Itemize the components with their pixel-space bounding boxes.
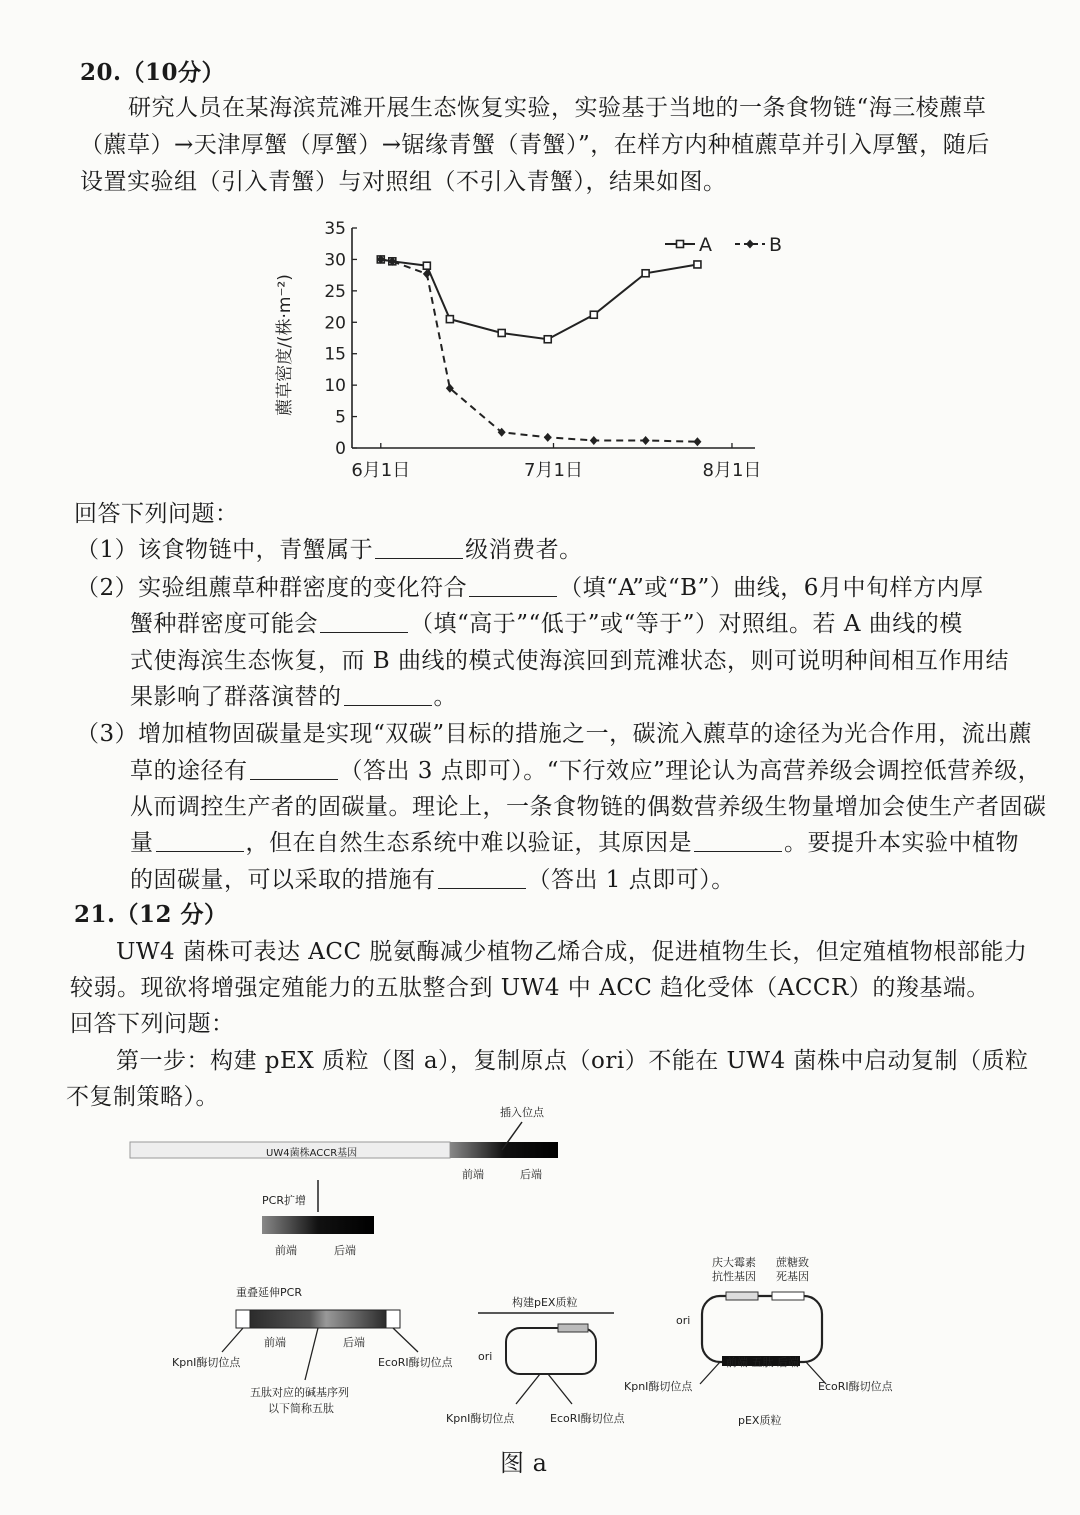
figure-a-caption: 图 a (500, 1449, 548, 1477)
pex-ori-label: ori (676, 1314, 691, 1327)
chart-y-tick-label: 10 (324, 376, 346, 397)
gene-label: UW4菌株ACCR基因 (266, 1148, 358, 1159)
ecor-pointer (393, 1328, 418, 1352)
legend-marker-B (746, 240, 754, 249)
chart-point-A (446, 316, 453, 323)
answer-blank[interactable] (375, 536, 463, 559)
gene-end-segment (450, 1142, 558, 1158)
answer-blank[interactable] (250, 757, 338, 780)
q20-sub2-line-2 (130, 609, 963, 639)
pentapeptide-pointer (305, 1328, 318, 1380)
q20-sub3-text: （答出 3 点即可）。“下行效应”理论认为高营养级会调控低营养级， (339, 758, 1042, 784)
answer-blank[interactable] (320, 610, 408, 633)
pcr-upstream-label: 前端 (275, 1244, 297, 1257)
chart-y-axis-label: 藨草密度/(株·m⁻²) (275, 274, 295, 416)
chart-point-A (642, 270, 649, 277)
plasmid-kpn-label: KpnⅠ酶切位点 (446, 1412, 515, 1425)
q20-sub2-text: 果影响了群落演替的 (130, 684, 342, 710)
ecor-end (386, 1310, 400, 1328)
gentamicin-label-2: 抗性基因 (712, 1270, 756, 1283)
q20-sub2-line-4 (130, 682, 457, 712)
gentamicin-label-1: 庆大霉素 (712, 1256, 756, 1269)
q20-sub3-text: 的固碳量，可以采取的措施有 (130, 867, 436, 893)
plasmid-ecor-pointer (548, 1374, 572, 1404)
answer-blank[interactable] (438, 866, 526, 889)
kpn-end (236, 1310, 250, 1328)
build-plasmid-label: 构建pEX质粒 (512, 1296, 578, 1309)
q20-sub3-line-1: （3）增加植物固碳量是实现“双碳”目标的措施之一，碳流入藨草的途径为光合作用，流出藨 (76, 721, 1033, 747)
pex-insert-label: 前端 五肽 后端 (726, 1356, 799, 1369)
pex-kpn-label: KpnⅠ酶切位点 (624, 1380, 693, 1393)
pex-plasmid-name: pEX质粒 (738, 1414, 782, 1427)
q20-sub2-line-3: 式使海滨生态恢复，而 B 曲线的模式使海滨回到荒滩状态，则可说明种间相互作用结 (130, 648, 1010, 674)
legend-label-A: A (699, 234, 712, 256)
q20-intro-line-1: 研究人员在某海滨荒滩开展生态恢复实验，实验基于当地的一条食物链“海三棱藨草 (128, 95, 987, 121)
insertion-site-label: 插入位点 (500, 1106, 544, 1119)
chart-y-tick-label: 30 (324, 250, 346, 271)
plasmid-ecor-label: EcoRⅠ酶切位点 (550, 1412, 625, 1425)
q21-intro-line-2: 较弱。现欲将增强定殖能力的五肽整合到 UW4 中 ACC 趋化受体（ACCR）的羧基端。 (70, 975, 990, 1001)
q20-sub3-text: （答出 1 点即可）。 (527, 867, 735, 893)
chart-point-B (544, 433, 552, 442)
legend-label-B: B (769, 234, 783, 256)
q20-sub3-line-5 (130, 865, 735, 895)
chart-y-tick-label: 20 (324, 313, 346, 334)
answer-blank[interactable] (344, 683, 432, 706)
sucrose-gene (772, 1292, 804, 1300)
original-ori-label: ori (478, 1350, 493, 1363)
pex-ecor-label: EcoRⅠ酶切位点 (818, 1380, 893, 1393)
downstream-label: 后端 (520, 1168, 542, 1181)
chart-y-tick-label: 0 (335, 439, 346, 459)
density-line-chart (260, 210, 820, 500)
q20-number: 20.（10分） (80, 59, 226, 86)
sucrose-label-1: 蔗糖致 (776, 1256, 809, 1269)
q20-sub3-line-2 (130, 756, 1041, 786)
q20-sub3-line-4 (130, 828, 1019, 858)
pex-kpn-pointer (700, 1362, 720, 1384)
overlap-downstream-label: 后端 (343, 1336, 365, 1349)
overlap-upstream-label: 前端 (264, 1336, 286, 1349)
upstream-label: 前端 (462, 1168, 484, 1181)
q20-sub3-text: 。要提升本实验中植物 (784, 830, 1019, 856)
answer-blank[interactable] (694, 829, 782, 852)
q20-sub2-text: 蟹种群密度可能会 (130, 611, 318, 637)
chart-point-A (694, 261, 701, 268)
chart-point-B (642, 436, 650, 445)
q20-sub1 (76, 535, 583, 565)
chart-point-A (498, 329, 505, 336)
q20-sub3-line-3: 从而调控生产者的固碳量。理论上，一条食物链的偶数营养级生物量增加会使生产者固碳 (130, 794, 1047, 820)
chart-series-line-B (381, 259, 698, 441)
q20-sub3-text: 草的途径有 (130, 758, 248, 784)
chart-point-B (693, 437, 701, 446)
figure-a-diagram (0, 1100, 1080, 1440)
q21-number: 21.（12 分） (74, 901, 228, 928)
pcr-fragment (262, 1216, 374, 1234)
q20-intro-line-2: （藨草）→天津厚蟹（厚蟹）→锯缘青蟹（青蟹）”，在样方内种植藨草并引入厚蟹，随后 (80, 132, 990, 158)
chart-point-A (423, 262, 430, 269)
q20-sub2-text: （填“A”或“B”）曲线，6月中旬样方内厚 (559, 575, 984, 601)
q20-intro-line-3: 设置实验组（引入青蟹）与对照组（不引入青蟹），结果如图。 (80, 169, 727, 195)
q20-sub3-text: 量 (130, 830, 154, 856)
pentapeptide-note-1: 五肽对应的碱基序列 (250, 1386, 349, 1399)
pcr-downstream-label: 后端 (334, 1244, 356, 1257)
overlap-fragment (236, 1310, 400, 1328)
kpn-site-label: KpnⅠ酶切位点 (172, 1356, 241, 1369)
chart-y-tick-label: 15 (324, 344, 346, 365)
plasmid-kpn-pointer (516, 1374, 540, 1404)
gentamicin-gene (726, 1292, 758, 1300)
chart-y-tick-label: 25 (324, 281, 346, 302)
q21-intro-line-1: UW4 菌株可表达 ACC 脱氨酶减少植物乙烯合成，促进植物生长，但定殖植物根部能力 (116, 939, 1028, 965)
sucrose-label-2: 死基因 (776, 1270, 809, 1283)
answer-blank[interactable] (469, 574, 557, 597)
chart-x-tick-label: 7月1日 (524, 460, 583, 481)
chart-y-tick-label: 5 (335, 407, 346, 428)
chart-point-A (590, 311, 597, 318)
chart-point-B (590, 436, 598, 445)
q20-sub2-line-1 (76, 573, 983, 603)
legend-marker-A (677, 241, 684, 248)
pcr-label: PCR扩增 (262, 1194, 306, 1207)
overlap-pcr-label: 重叠延伸PCR (236, 1286, 302, 1299)
original-plasmid-marker (558, 1324, 588, 1332)
original-plasmid (506, 1328, 596, 1374)
q20-sub2-text: （填“高于”“低于”或“等于”）对照组。若 A 曲线的模 (410, 611, 963, 637)
q20-sub2-text: 。 (433, 684, 457, 710)
q20-sub1-text-b: 级消费者。 (465, 537, 583, 563)
pex-plasmid (702, 1296, 822, 1362)
chart-point-A (544, 336, 551, 343)
q20-sub1-text-a: （1）该食物链中，青蟹属于 (76, 537, 374, 563)
q20-answer-prompt: 回答下列问题： (74, 501, 239, 527)
q20-sub2-text: （2）实验组藨草种群密度的变化符合 (76, 575, 468, 601)
q21-step1-line-1: 第一步：构建 pEX 质粒（图 a），复制原点（ori）不能在 UW4 菌株中启动复制（质粒 (116, 1048, 1029, 1074)
chart-x-tick-label: 8月1日 (702, 460, 762, 481)
ecor-site-label: EcoRⅠ酶切位点 (378, 1356, 453, 1369)
q20-sub3-text: ，但在自然生态系统中难以验证，其原因是 (245, 830, 692, 856)
chart-x-tick-label: 6月1日 (351, 460, 411, 481)
kpn-pointer (222, 1328, 243, 1352)
pentapeptide-note-2: 以下简称五肽 (268, 1402, 334, 1415)
answer-blank[interactable] (156, 829, 244, 852)
chart-y-tick-label: 35 (324, 219, 346, 239)
q21-answer-prompt: 回答下列问题： (70, 1011, 235, 1037)
q21-step1-line-2: 不复制策略）。 (66, 1084, 219, 1110)
